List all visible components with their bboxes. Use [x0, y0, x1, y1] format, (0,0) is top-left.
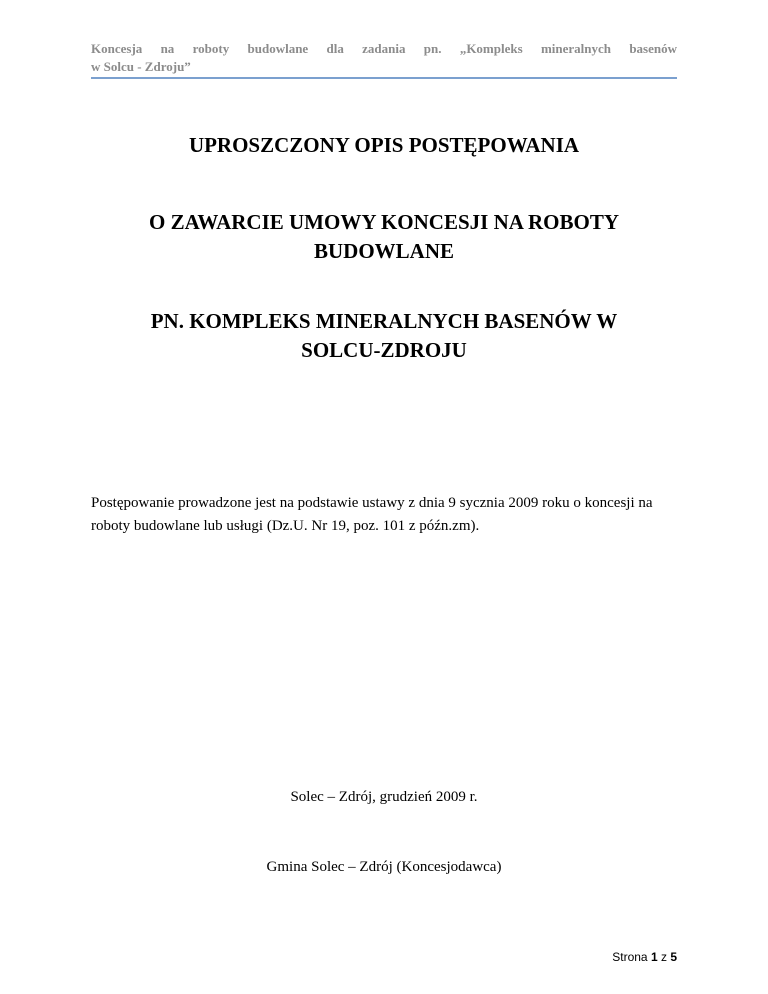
place-date: Solec – Zdrój, grudzień 2009 r. — [290, 789, 478, 805]
header-word: pn. — [423, 41, 442, 56]
header-word: budowlane — [247, 41, 309, 56]
title-line: BUDOWLANE — [313, 239, 455, 263]
contracting-authority: Gmina Solec – Zdrój (Koncesjodawca) — [266, 859, 502, 875]
header-word: Koncesja — [91, 41, 143, 56]
header-word: na — [160, 41, 175, 56]
legal-basis-paragraph: Postępowanie prowadzone jest na podstawie ustawy z dnia 9 sycznia 2009 roku o koncesji na roboty budowlane lub usługi (Dz.U. Nr 19, poz. 101 z późn.zm). — [91, 495, 653, 534]
header-word: basenów — [629, 41, 677, 56]
page-total: 5 — [670, 950, 677, 964]
header-line-1 — [91, 40, 677, 58]
header-word: zadania — [362, 41, 406, 56]
page-label: Strona — [612, 950, 648, 964]
title-line: O ZAWARCIE UMOWY KONCESJI NA ROBOTY — [148, 210, 620, 234]
header-divider — [91, 77, 677, 79]
header-word: „Kompleks — [459, 41, 523, 56]
header-word: mineralnych — [540, 41, 612, 56]
header-word: dla — [326, 41, 344, 56]
document-title — [60, 131, 708, 160]
subject-title — [60, 208, 708, 266]
project-title — [60, 307, 708, 365]
running-header — [91, 40, 677, 76]
header-word: roboty — [192, 41, 230, 56]
header-line-2: w Solcu - Zdroju” — [91, 59, 191, 74]
title-line: UPROSZCZONY OPIS POSTĘPOWANIA — [188, 133, 580, 157]
page-separator: z — [660, 950, 667, 964]
page-number — [612, 949, 677, 965]
title-line: SOLCU-ZDROJU — [301, 338, 467, 362]
page-current: 1 — [650, 950, 658, 964]
title-line: PN. KOMPLEKS MINERALNYCH BASENÓW W — [150, 309, 618, 333]
